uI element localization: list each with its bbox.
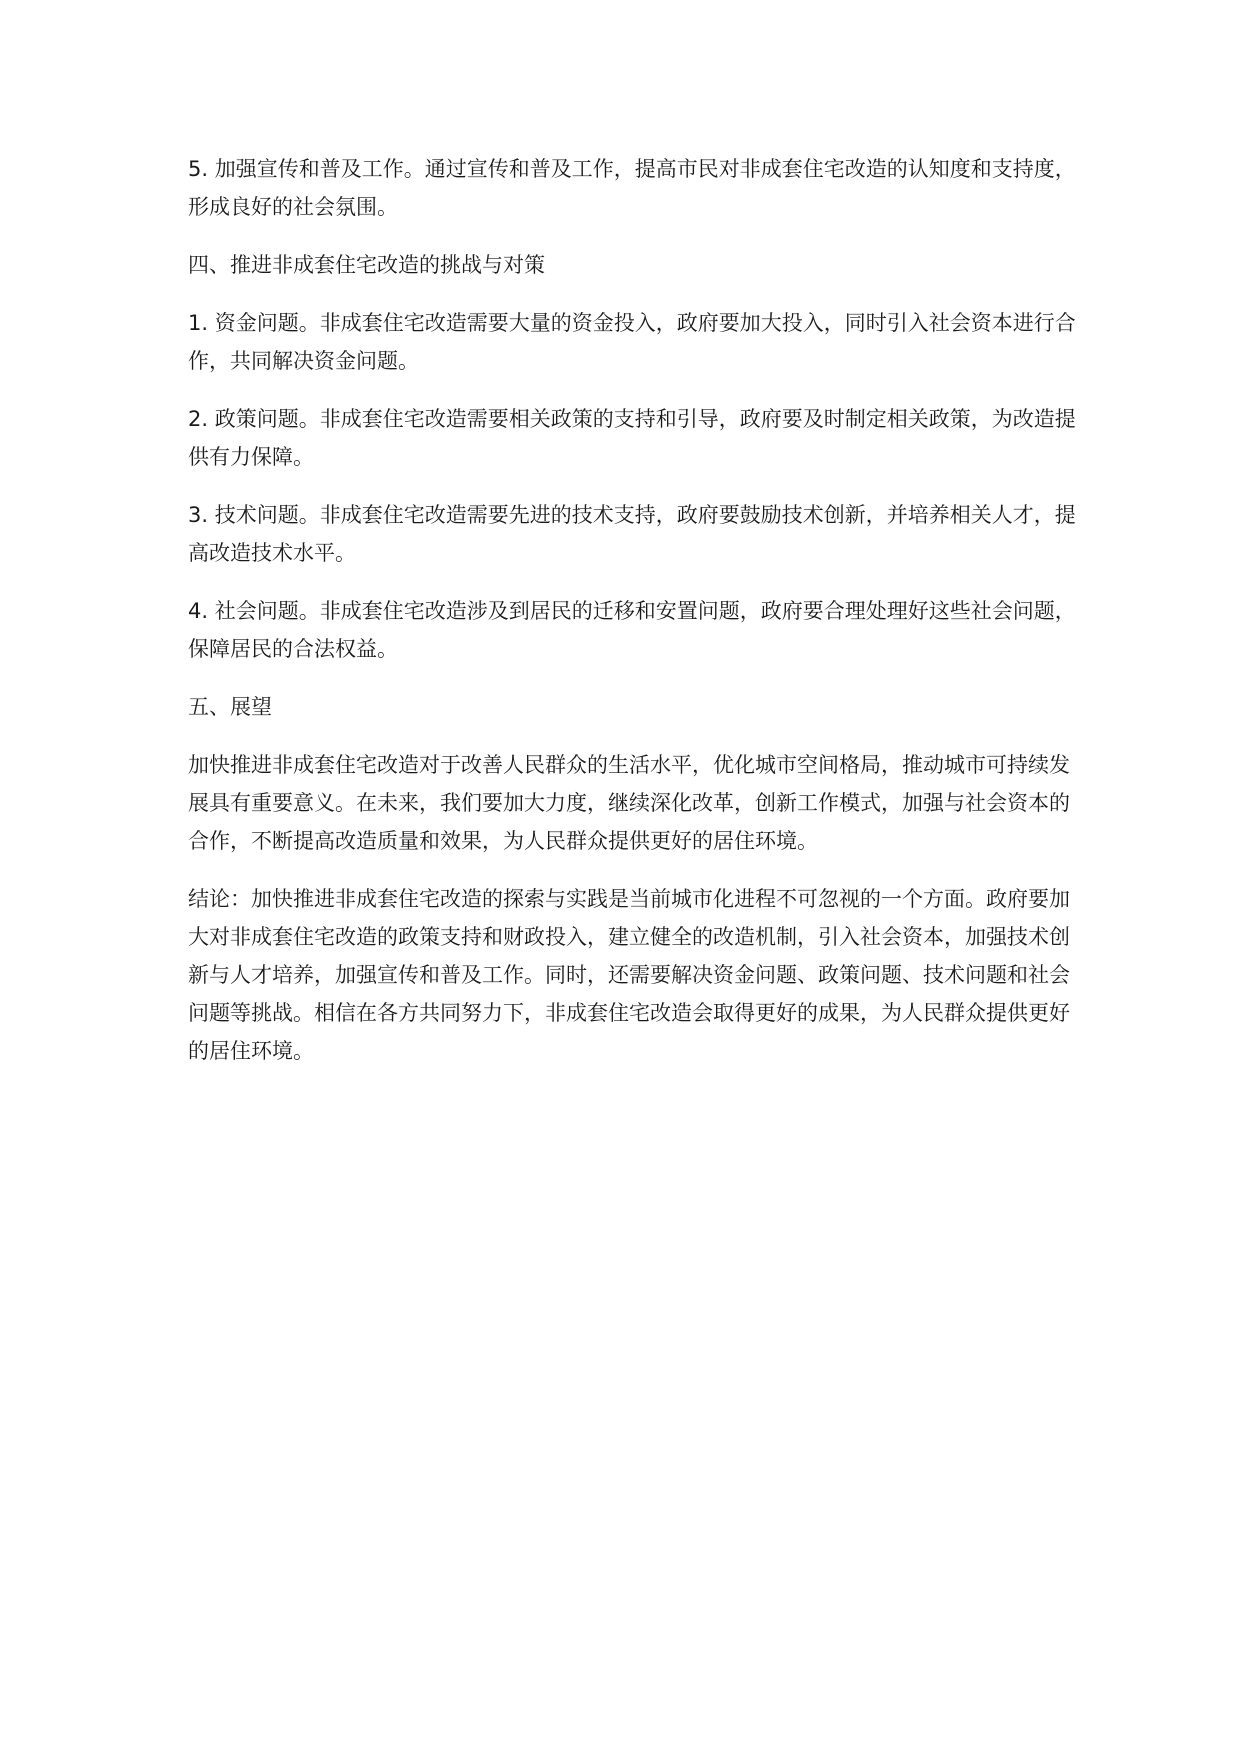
paragraph-policy: 2. 政策问题。非成套住宅改造需要相关政策的支持和引导，政府要及时制定相关政策，为改造提供有力保障。: [188, 407, 1076, 469]
paragraph-conclusion: 结论：加快推进非成套住宅改造的探索与实践是当前城市化进程不可忽视的一个方面。政府要加大对非成套住宅改造的政策支持和财政投入，建立健全的改造机制，引入社会资本，加强技术创新与人才培养，加强宣传和普及工作。同时，还需要解决资金问题、政策问题、技术问题和社会问题等挑战。相信在各方共同努力下，非成套住宅改造会取得更好的成果，为人民群众提供更好的居住环境。: [188, 887, 1070, 1063]
document-body: [188, 150, 1083, 1090]
paragraph-outlook: 加快推进非成套住宅改造对于改善人民群众的生活水平，优化城市空间格局，推动城市可持续发展具有重要意义。在未来，我们要加大力度，继续深化改革，创新工作模式，加强与社会资本的合作，不断提高改造质量和效果，为人民群众提供更好的居住环境。: [188, 753, 1070, 853]
paragraph-social: 4. 社会问题。非成套住宅改造涉及到居民的迁移和安置问题，政府要合理处理好这些社会问题，保障居民的合法权益。: [188, 599, 1076, 661]
paragraph-funding: 1. 资金问题。非成套住宅改造需要大量的资金投入，政府要加大投入，同时引入社会资本进行合作，共同解决资金问题。: [188, 311, 1076, 373]
paragraph-technology: 3. 技术问题。非成套住宅改造需要先进的技术支持，政府要鼓励技术创新，并培养相关人才，提高改造技术水平。: [188, 503, 1076, 565]
paragraph-publicity: 5. 加强宣传和普及工作。通过宣传和普及工作，提高市民对非成套住宅改造的认知度和支持度，形成良好的社会氛围。: [188, 157, 1076, 219]
section-heading-challenges: 四、推进非成套住宅改造的挑战与对策: [188, 253, 545, 277]
section-heading-outlook: 五、展望: [188, 695, 272, 719]
